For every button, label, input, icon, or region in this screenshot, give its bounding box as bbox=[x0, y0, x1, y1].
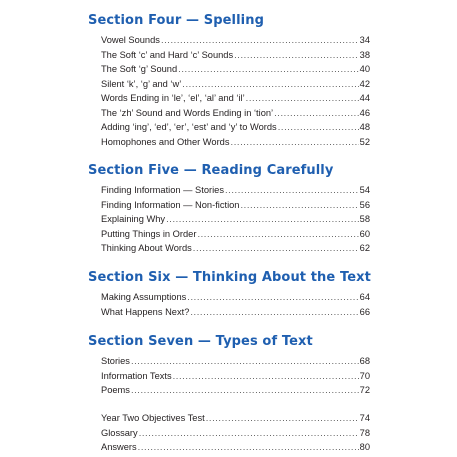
entry-page-number: 46 bbox=[359, 107, 370, 118]
section-four bbox=[88, 12, 370, 149]
entry-page-number: 44 bbox=[359, 93, 370, 103]
entry-label: Glossary bbox=[101, 427, 138, 438]
section-seven bbox=[88, 333, 370, 398]
entry-label: Adding ‘ing’, ‘ed’, ‘er’, ‘est’ and ‘y’ to Words bbox=[101, 122, 277, 132]
entry-list bbox=[88, 354, 370, 398]
toc-entry[interactable] bbox=[101, 411, 370, 426]
toc-entry[interactable] bbox=[101, 305, 370, 320]
entry-page-number: 66 bbox=[359, 306, 370, 317]
entry-label: Words Ending in ‘le’, ‘el’, ‘al’ and ‘il’ bbox=[101, 93, 245, 103]
end-matter bbox=[88, 411, 370, 455]
entry-page-number: 40 bbox=[359, 64, 370, 74]
section-title: Section Four — Spelling bbox=[88, 13, 264, 28]
entry-label: Putting Things in Order bbox=[101, 228, 197, 239]
toc-entry[interactable] bbox=[101, 91, 370, 106]
entry-label: Year Two Objectives Test bbox=[101, 413, 205, 423]
dot-leader bbox=[173, 369, 359, 384]
entry-page-number: 64 bbox=[359, 292, 370, 302]
toc-entry[interactable] bbox=[101, 227, 370, 242]
entry-page-number: 42 bbox=[359, 78, 370, 89]
entry-label: The Soft ‘c’ and Hard ‘c’ Sounds bbox=[101, 49, 234, 60]
toc-entry[interactable] bbox=[101, 290, 370, 305]
dot-leader bbox=[225, 183, 359, 198]
entry-page-number: 60 bbox=[359, 228, 370, 239]
toc-entry[interactable] bbox=[101, 183, 370, 198]
toc-entry[interactable] bbox=[101, 120, 370, 135]
entry-label: Silent ‘k’, ‘g’ and ‘w’ bbox=[101, 78, 182, 89]
entry-list bbox=[88, 183, 370, 256]
entry-label: Finding Information — Non-fiction bbox=[101, 199, 240, 210]
entry-label: Answers bbox=[101, 442, 137, 452]
toc-entry[interactable] bbox=[101, 440, 370, 455]
toc-entry[interactable] bbox=[101, 383, 370, 398]
entry-label: The Soft ‘g’ Sound bbox=[101, 64, 178, 74]
entry-page-number: 56 bbox=[359, 199, 370, 210]
entry-label: What Happens Next? bbox=[101, 306, 190, 317]
toc-entry[interactable] bbox=[101, 77, 370, 92]
entry-label: Poems bbox=[101, 385, 130, 395]
entry-label: Finding Information — Stories bbox=[101, 185, 224, 195]
entry-page-number: 78 bbox=[359, 427, 370, 438]
dot-leader bbox=[190, 305, 358, 320]
dot-leader bbox=[166, 212, 359, 227]
entry-label: Thinking About Words bbox=[101, 243, 192, 253]
entry-page-number: 74 bbox=[359, 413, 370, 423]
dot-leader bbox=[178, 62, 359, 77]
dot-leader bbox=[187, 290, 358, 305]
entry-list bbox=[88, 411, 370, 455]
toc-entry[interactable] bbox=[101, 198, 370, 213]
dot-leader bbox=[131, 383, 359, 398]
section-title: Section Seven — Types of Text bbox=[88, 334, 313, 349]
dot-leader bbox=[240, 198, 358, 213]
entry-list bbox=[88, 33, 370, 149]
section-title: Section Five — Reading Carefully bbox=[88, 163, 334, 178]
entry-list bbox=[88, 290, 370, 319]
entry-page-number: 80 bbox=[359, 442, 370, 452]
dot-leader bbox=[182, 77, 358, 92]
entry-label: Information Texts bbox=[101, 370, 172, 381]
toc-entry[interactable] bbox=[101, 33, 370, 48]
entry-page-number: 72 bbox=[359, 385, 370, 395]
dot-leader bbox=[139, 426, 359, 441]
entry-page-number: 38 bbox=[359, 49, 370, 60]
section-five bbox=[88, 162, 370, 256]
dot-leader bbox=[138, 440, 359, 455]
section-title: Section Six — Thinking About the Text bbox=[88, 270, 371, 285]
toc-entry[interactable] bbox=[101, 426, 370, 441]
dot-leader bbox=[231, 135, 359, 150]
dot-leader bbox=[246, 91, 359, 106]
dot-leader bbox=[193, 241, 359, 256]
dot-leader bbox=[274, 106, 359, 121]
dot-leader bbox=[278, 120, 359, 135]
entry-page-number: 70 bbox=[359, 370, 370, 381]
dot-leader bbox=[161, 33, 359, 48]
toc-entry[interactable] bbox=[101, 354, 370, 369]
dot-leader bbox=[131, 354, 359, 369]
entry-page-number: 48 bbox=[359, 122, 370, 132]
toc-entry[interactable] bbox=[101, 106, 370, 121]
entry-page-number: 58 bbox=[359, 214, 370, 224]
entry-label: Homophones and Other Words bbox=[101, 136, 230, 147]
entry-label: Explaining Why bbox=[101, 214, 166, 224]
toc-entry[interactable] bbox=[101, 212, 370, 227]
toc-entry[interactable] bbox=[101, 369, 370, 384]
toc-entry[interactable] bbox=[101, 241, 370, 256]
toc-entry[interactable] bbox=[101, 135, 370, 150]
entry-page-number: 52 bbox=[359, 136, 370, 147]
dot-leader bbox=[206, 411, 359, 426]
entry-label: Vowel Sounds bbox=[101, 35, 160, 45]
entry-label: The ‘zh’ Sound and Words Ending in ‘tion’ bbox=[101, 107, 274, 118]
entry-page-number: 54 bbox=[359, 185, 370, 195]
section-six bbox=[88, 269, 370, 319]
dot-leader bbox=[197, 227, 358, 242]
dot-leader bbox=[234, 48, 359, 63]
toc-entry[interactable] bbox=[101, 62, 370, 77]
entry-page-number: 68 bbox=[359, 356, 370, 366]
toc-entry[interactable] bbox=[101, 48, 370, 63]
entry-page-number: 34 bbox=[359, 35, 370, 45]
entry-label: Making Assumptions bbox=[101, 292, 187, 302]
entry-page-number: 62 bbox=[359, 243, 370, 253]
entry-label: Stories bbox=[101, 356, 130, 366]
